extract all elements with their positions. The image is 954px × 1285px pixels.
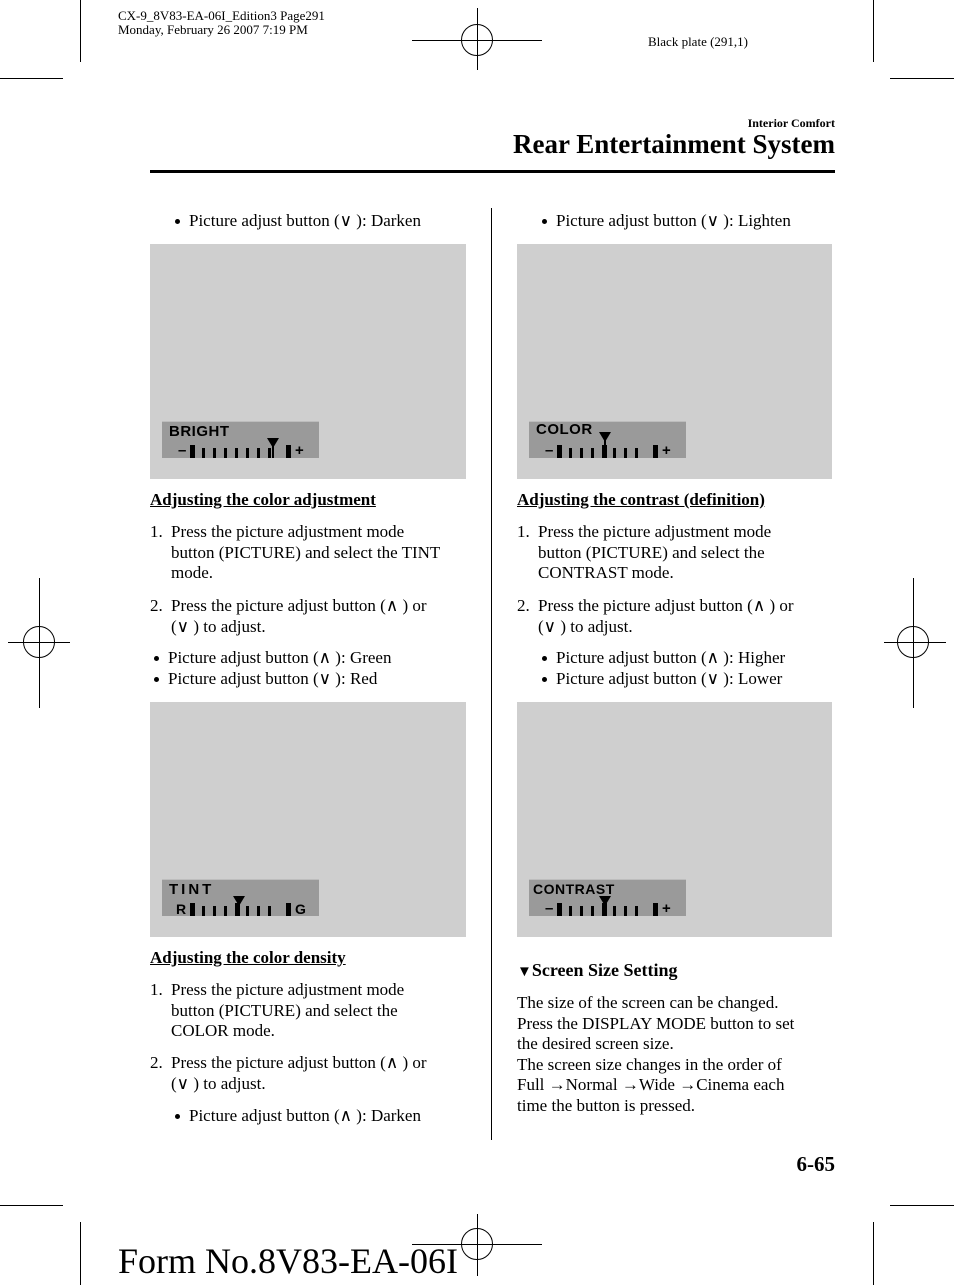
triangle-down-icon: ▼ [517, 964, 532, 980]
step-number: 2. [517, 596, 530, 615]
bullet-text: Picture adjust button (∨ ): Red [168, 669, 378, 688]
bullet-text: Picture adjust button (∨ ): Lighten [556, 211, 791, 230]
bullet-dot [154, 656, 159, 661]
bullet-text: Picture adjust button (∨ ): Darken [189, 211, 421, 230]
bullet-green [154, 648, 391, 669]
step-line: Press the picture adjust button (∧ ) or [171, 1053, 427, 1072]
step-number: 1. [150, 522, 163, 541]
step-number: 1. [150, 980, 163, 999]
step-line: (∨ ) to adjust. [171, 616, 266, 636]
bullet-dot [542, 219, 547, 224]
paragraph-line: The screen size changes in the order of [517, 1054, 782, 1074]
step-line: button (PICTURE) and select the [171, 1000, 398, 1020]
step-1-tint [150, 522, 480, 584]
heading-color-adjustment: Adjusting the color adjustment [150, 490, 376, 509]
step-1-color [150, 980, 480, 1042]
bullet-dot [542, 656, 547, 661]
step-line: (∨ ) to adjust. [538, 616, 633, 636]
step-line: Press the picture adjustment mode [171, 522, 405, 541]
heading-screen-size [517, 960, 678, 981]
step-number: 1. [517, 522, 530, 541]
heading-contrast: Adjusting the contrast (definition) [517, 490, 765, 509]
bullet-text: Picture adjust button (∧ ): Higher [556, 648, 786, 667]
step-number: 2. [150, 1053, 163, 1072]
bullet-darken-top [175, 211, 421, 232]
registration-mark-right [884, 578, 946, 708]
paragraph-line: Full →Normal →Wide →Cinema each [517, 1075, 785, 1094]
paragraph-line: the desired screen size. [517, 1034, 674, 1053]
bullet-dot [175, 219, 180, 224]
osd-scale [545, 902, 685, 915]
step-line: Press the picture adjustment mode [171, 980, 405, 999]
bullet-text: Picture adjust button (∨ ): Lower [556, 669, 783, 688]
osd-bright [162, 421, 319, 458]
bullet-text: Picture adjust button (∧ ): Darken [189, 1106, 421, 1125]
form-number: Form No.8V83-EA-06I [118, 1241, 458, 1281]
bullet-dot [542, 677, 547, 682]
bullet-red [154, 669, 377, 690]
osd-minus: – [545, 442, 554, 459]
step-2-tint [150, 596, 480, 637]
step-number: 2. [150, 596, 163, 615]
step-line: button (PICTURE) and select the TINT [171, 542, 441, 562]
osd-color [529, 421, 686, 458]
screen-size-description [517, 993, 837, 1116]
paragraph-line: The size of the screen can be changed. [517, 993, 779, 1012]
osd-scale [178, 444, 318, 457]
screen-tint-illustration [150, 702, 466, 937]
print-job-line-2: Monday, February 26 2007 7:19 PM [118, 22, 308, 37]
screen-color-illustration [517, 244, 832, 479]
registration-mark-left [8, 578, 70, 708]
osd-scale [545, 444, 685, 457]
screen-bright-illustration [150, 244, 466, 479]
bullet-higher [542, 648, 785, 669]
heading-text: Screen Size Setting [531, 960, 678, 980]
print-job-line-1: CX-9_8V83-EA-06I_Edition3 Page291 [118, 8, 325, 23]
page-number: 6-65 [796, 1152, 835, 1176]
registration-mark-top [412, 8, 542, 70]
step-line: mode. [171, 563, 214, 582]
bullet-lower [542, 669, 782, 690]
step-2-contrast [517, 596, 837, 637]
bullet-lighten [542, 211, 791, 232]
osd-label: COLOR [536, 421, 593, 438]
header-rule [150, 170, 835, 173]
step-line: button (PICTURE) and select the [538, 542, 765, 562]
osd-scale [178, 902, 318, 915]
osd-minus: – [545, 900, 554, 917]
osd-plus: + [662, 900, 671, 917]
paragraph-line: Press the DISPLAY MODE button to set [517, 1013, 795, 1033]
section-label: Interior Comfort [747, 116, 835, 130]
bullet-text: Picture adjust button (∧ ): Green [168, 648, 392, 667]
osd-plus: + [662, 442, 671, 459]
heading-color-density: Adjusting the color density [150, 948, 346, 967]
bullet-dot [154, 677, 159, 682]
step-line: COLOR mode. [171, 1021, 275, 1040]
osd-label: TINT [169, 881, 215, 898]
osd-minus: – [178, 442, 187, 459]
step-1-contrast [517, 522, 837, 584]
step-line: Press the picture adjust button (∧ ) or [171, 596, 427, 615]
bullet-dot [175, 1114, 180, 1119]
plate-label: Black plate (291,1) [648, 34, 748, 49]
osd-minus: R [176, 901, 187, 917]
osd-plus: G [295, 901, 306, 917]
paragraph-line: time the button is pressed. [517, 1095, 696, 1115]
osd-tint [162, 879, 319, 916]
step-line: CONTRAST mode. [538, 563, 674, 582]
step-line: Press the picture adjustment mode [538, 522, 772, 541]
osd-label: CONTRAST [533, 881, 615, 897]
bullet-darken-bottom [175, 1106, 421, 1127]
step-line: (∨ ) to adjust. [171, 1073, 266, 1093]
osd-label: BRIGHT [169, 423, 230, 440]
page-title: Rear Entertainment System [513, 129, 835, 159]
step-line: Press the picture adjust button (∧ ) or [538, 596, 794, 615]
screen-contrast-illustration [517, 702, 832, 937]
osd-contrast [529, 879, 686, 916]
osd-plus: + [295, 442, 304, 459]
step-2-color [150, 1053, 480, 1094]
column-divider [491, 208, 492, 1140]
